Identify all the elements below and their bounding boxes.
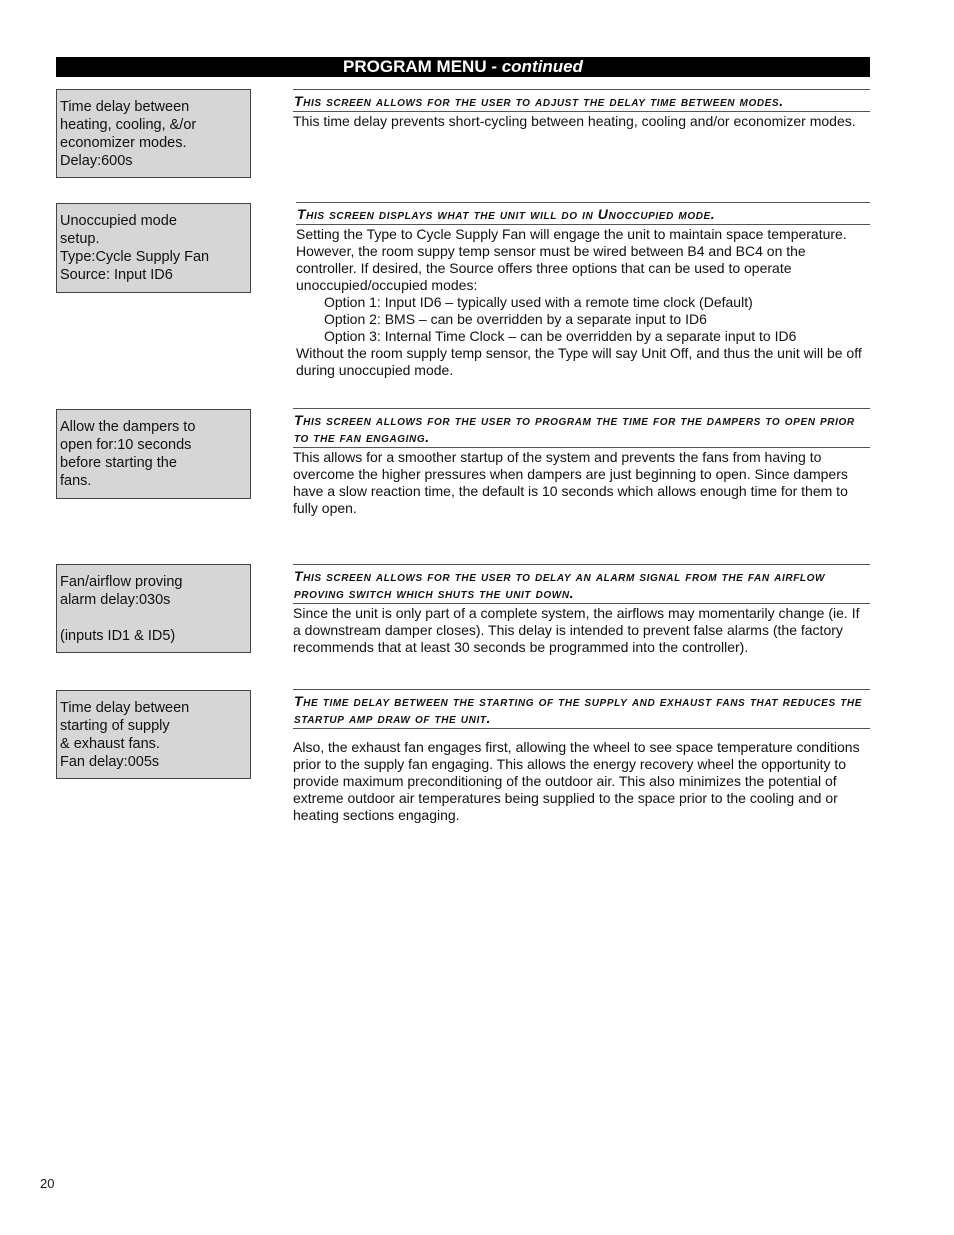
screen-display-fan-delay	[56, 690, 251, 779]
section-body	[293, 604, 870, 656]
screen-line: Unoccupied mode	[60, 213, 177, 229]
screen-line	[60, 609, 250, 627]
header-title: PROGRAM MENU -	[343, 57, 502, 76]
header-subtitle: continued	[501, 57, 583, 76]
section-damper-open	[293, 408, 870, 517]
section-title: This screen displays what the unit will do in Unoccupied mode.	[296, 202, 870, 225]
screen-display-unoccupied	[56, 203, 251, 293]
screen-line: Allow the dampers to	[60, 419, 196, 435]
screen-line: Delay:600s	[60, 153, 133, 169]
screen-line: & exhaust fans.	[60, 736, 160, 752]
screen-display-airflow-alarm	[56, 564, 251, 653]
screen-line: alarm delay:030s	[60, 592, 171, 608]
section-body	[296, 225, 870, 379]
screen-display-damper-open	[56, 409, 251, 499]
option-line: Option 2: BMS – can be overridden by a separate input to ID6	[324, 311, 707, 327]
section-title: This screen allows for the user to adjust the delay time between modes.	[293, 89, 870, 112]
section-body	[293, 729, 870, 824]
screen-line: (inputs ID1 & ID5)	[60, 628, 176, 644]
section-title: This screen allows for the user to program the time for the dampers to open prior to the fan engaging.	[293, 408, 870, 448]
option-line: Option 1: Input ID6 – typically used with a remote time clock (Default)	[324, 294, 753, 310]
screen-line: Time delay between	[60, 99, 190, 115]
page-number: 20	[40, 1176, 55, 1191]
screen-line: Fan delay:005s	[60, 754, 160, 770]
body-paragraph: This time delay prevents short-cycling between heating, cooling and/or economizer modes.	[293, 113, 856, 129]
section-body	[293, 448, 870, 517]
option-line: Option 3: Internal Time Clock – can be overridden by a separate input to ID6	[324, 328, 797, 344]
screen-line: Type:Cycle Supply Fan	[60, 249, 210, 265]
screen-line: fans.	[60, 473, 92, 489]
body-paragraph: This allows for a smoother startup of the system and prevents the fans from having to overcome the higher pressures when dampers are just beginning to open. Since dampers have a slow reaction time, the default is 10 seconds which allows enough time for them to fully open.	[293, 449, 848, 516]
screen-line: economizer modes.	[60, 135, 187, 151]
screen-line: open for:10 seconds	[60, 437, 192, 453]
screen-line: starting of supply	[60, 718, 170, 734]
section-fan-delay	[293, 689, 870, 824]
section-title: The time delay between the starting of the supply and exhaust fans that reduces the startup amp draw of the unit.	[293, 689, 870, 729]
screen-line: Time delay between	[60, 700, 190, 716]
body-paragraph: Setting the Type to Cycle Supply Fan will engage the unit to maintain space temperature. However, the room suppy temp sensor must be wired between B4 and BC4 on the controller. If desired, the Source offers three options that can be used to operate unoccupied/occupied modes:	[296, 226, 847, 293]
screen-display-mode-delay	[56, 89, 251, 178]
body-paragraph: Also, the exhaust fan engages first, allowing the wheel to see space temperature conditions prior to the supply fan engaging. This allows the energy recovery wheel the opportunity to provide maximum preconditioning of the outdoor air. This also minimizes the potential of extreme outdoor air temperatures being supplied to the space prior to the cooling and or heating sections engaging.	[293, 739, 860, 823]
section-body	[293, 112, 870, 130]
body-paragraph: Without the room supply temp sensor, the Type will say Unit Off, and thus the unit will be off during unoccupied mode.	[296, 345, 862, 378]
screen-line: heating, cooling, &/or	[60, 117, 197, 133]
screen-line: Source: Input ID6	[60, 267, 173, 283]
body-paragraph: Since the unit is only part of a complete system, the airflows may momentarily change (ie. If a downstream damper closes). This delay is intended to prevent false alarms (the factory recommends that at least 30 seconds be programmed into the controller).	[293, 605, 860, 655]
section-mode-delay	[293, 89, 870, 130]
screen-line: Fan/airflow proving	[60, 574, 183, 590]
section-title: This screen allows for the user to delay an alarm signal from the fan airflow proving switch which shuts the unit down.	[293, 564, 870, 604]
section-airflow-alarm	[293, 564, 870, 656]
page-header	[56, 57, 870, 77]
screen-line: before starting the	[60, 455, 177, 471]
section-unoccupied	[296, 202, 870, 379]
screen-line: setup.	[60, 231, 100, 247]
